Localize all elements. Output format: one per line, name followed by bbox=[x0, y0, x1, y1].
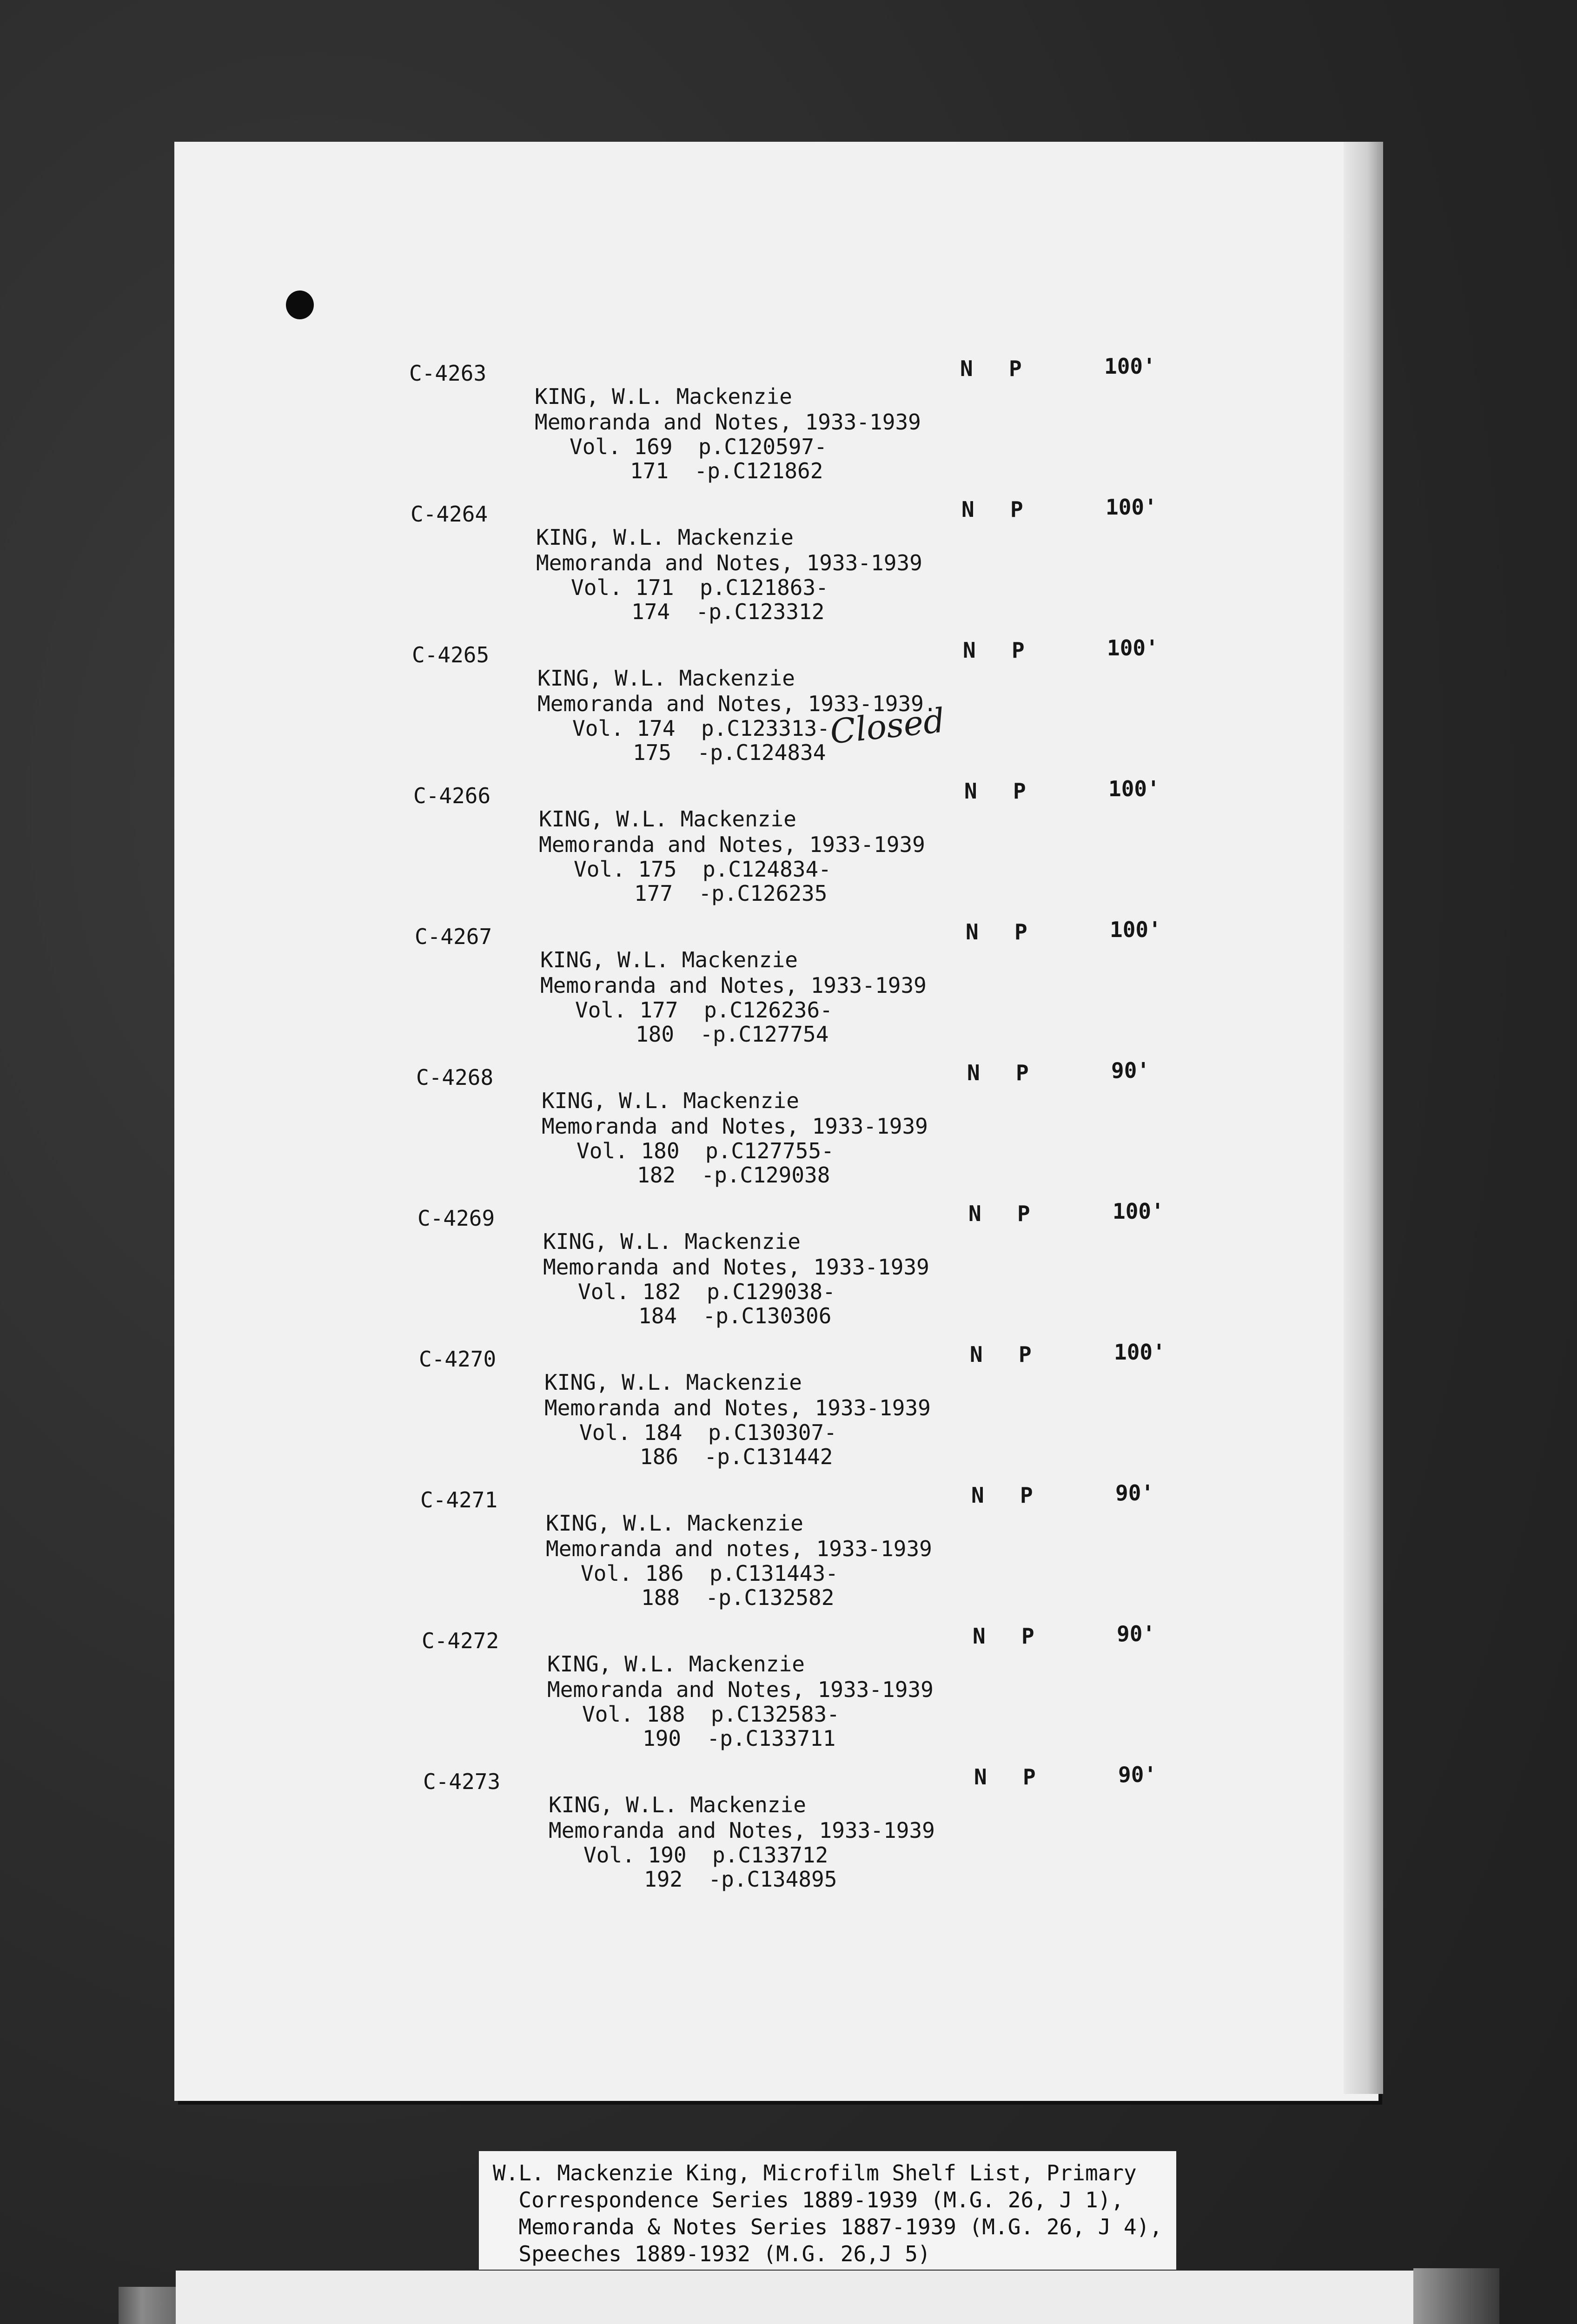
punch-hole bbox=[286, 290, 314, 319]
caption-line-2: Correspondence Series 1889-1939 (M.G. 26, J 1), bbox=[493, 2187, 1124, 2212]
handwritten-closed-note: Closed bbox=[828, 700, 947, 752]
reel-number: C-4268 bbox=[416, 1065, 494, 1090]
negative-flag: N bbox=[968, 1201, 981, 1226]
positive-flag: P bbox=[1020, 1483, 1033, 1508]
entry-series: Memoranda and Notes, 1933-1939 bbox=[539, 832, 925, 857]
negative-flag: N bbox=[961, 497, 974, 522]
entry-vol-end: 184 -p.C130306 bbox=[638, 1303, 832, 1328]
entry-vol-end: 180 -p.C127754 bbox=[636, 1022, 829, 1047]
negative-flag: N bbox=[960, 356, 973, 381]
negative-flag: N bbox=[967, 1060, 980, 1085]
entry-name: KING, W.L. Mackenzie bbox=[549, 1792, 806, 1817]
entry-vol-start: Vol. 182 p.C129038- bbox=[578, 1279, 835, 1304]
positive-flag: P bbox=[1013, 779, 1026, 804]
entry-vol-end: 192 -p.C134895 bbox=[644, 1867, 837, 1892]
entry-series: Memoranda and Notes, 1933-1939. bbox=[537, 691, 937, 716]
entry-series: Memoranda and notes, 1933-1939 bbox=[546, 1536, 932, 1561]
plate-right-strip bbox=[1413, 2268, 1499, 2324]
reel-number: C-4265 bbox=[412, 642, 490, 667]
shelf-list-caption-label bbox=[479, 2151, 1176, 2270]
caption-line-4: Speeches 1889-1932 (M.G. 26,J 5) bbox=[493, 2241, 931, 2266]
entry-vol-end: 174 -p.C123312 bbox=[631, 599, 825, 624]
reel-length: 100' bbox=[1108, 776, 1160, 801]
entry-vol-start: Vol. 184 p.C130307- bbox=[579, 1420, 837, 1445]
reel-length: 100' bbox=[1104, 354, 1156, 379]
reel-length: 90' bbox=[1111, 1058, 1150, 1083]
reel-length: 100' bbox=[1106, 495, 1157, 520]
negative-flag: N bbox=[964, 779, 977, 804]
entry-vol-start: Vol. 180 p.C127755- bbox=[576, 1138, 834, 1163]
entry-vol-start: Vol. 169 p.C120597- bbox=[570, 434, 827, 459]
reel-number: C-4266 bbox=[413, 783, 491, 808]
sheet-edge-shadow bbox=[1344, 142, 1383, 2094]
entry-series: Memoranda and Notes, 1933-1939 bbox=[536, 550, 922, 575]
reel-number: C-4270 bbox=[419, 1347, 497, 1372]
entry-series: Memoranda and Notes, 1933-1939 bbox=[543, 1254, 929, 1280]
entry-series: Memoranda and Notes, 1933-1939 bbox=[535, 409, 921, 435]
caption-line-1: W.L. Mackenzie King, Microfilm Shelf List, Primary bbox=[493, 2160, 1137, 2185]
reel-number: C-4267 bbox=[415, 924, 492, 949]
entry-name: KING, W.L. Mackenzie bbox=[546, 1511, 803, 1536]
entry-name: KING, W.L. Mackenzie bbox=[543, 1229, 801, 1254]
reel-length: 90' bbox=[1118, 1762, 1157, 1787]
entry-name: KING, W.L. Mackenzie bbox=[535, 384, 792, 409]
entry-vol-end: 175 -p.C124834 bbox=[633, 740, 826, 765]
archives-plate bbox=[176, 2271, 1431, 2324]
positive-flag: P bbox=[1021, 1624, 1034, 1649]
reel-number: C-4273 bbox=[423, 1769, 501, 1794]
negative-flag: N bbox=[963, 638, 976, 663]
reel-length: 90' bbox=[1117, 1621, 1156, 1646]
entry-series: Memoranda and Notes, 1933-1939 bbox=[547, 1677, 934, 1702]
reel-number: C-4272 bbox=[422, 1628, 499, 1653]
entry-vol-start: Vol. 171 p.C121863- bbox=[571, 575, 828, 600]
entry-vol-end: 188 -p.C132582 bbox=[641, 1585, 835, 1610]
entry-series: Memoranda and Notes, 1933-1939 bbox=[549, 1818, 935, 1843]
negative-flag: N bbox=[973, 1624, 986, 1649]
entry-name: KING, W.L. Mackenzie bbox=[547, 1651, 805, 1677]
reel-length: 100' bbox=[1107, 635, 1159, 660]
positive-flag: P bbox=[1023, 1764, 1036, 1789]
negative-flag: N bbox=[966, 919, 979, 944]
reel-number: C-4264 bbox=[411, 502, 488, 527]
entry-name: KING, W.L. Mackenzie bbox=[540, 947, 798, 972]
entry-vol-start: Vol. 186 p.C131443- bbox=[581, 1561, 838, 1586]
entry-vol-start: Vol. 190 p.C133712 bbox=[583, 1842, 828, 1868]
entry-series: Memoranda and Notes, 1933-1939 bbox=[544, 1395, 931, 1420]
reel-length: 100' bbox=[1113, 1199, 1164, 1224]
reel-number: C-4269 bbox=[417, 1206, 495, 1231]
positive-flag: P bbox=[1010, 497, 1023, 522]
entry-vol-start: Vol. 177 p.C126236- bbox=[575, 997, 833, 1023]
reel-length: 100' bbox=[1114, 1340, 1166, 1365]
positive-flag: P bbox=[1019, 1342, 1032, 1367]
entry-vol-end: 171 -p.C121862 bbox=[630, 458, 823, 483]
reel-number: C-4271 bbox=[420, 1487, 498, 1512]
entry-vol-start: Vol. 175 p.C124834- bbox=[574, 857, 831, 882]
negative-flag: N bbox=[971, 1483, 984, 1508]
entry-series: Memoranda and Notes, 1933-1939 bbox=[542, 1114, 928, 1139]
positive-flag: P bbox=[1014, 919, 1027, 944]
reel-length: 100' bbox=[1110, 917, 1161, 942]
entry-name: KING, W.L. Mackenzie bbox=[544, 1370, 802, 1395]
entry-vol-end: 177 -p.C126235 bbox=[634, 881, 828, 906]
entry-vol-start: Vol. 188 p.C132583- bbox=[582, 1702, 840, 1727]
entry-name: KING, W.L. Mackenzie bbox=[539, 806, 796, 832]
plate-left-strip bbox=[119, 2287, 177, 2324]
negative-flag: N bbox=[974, 1764, 987, 1789]
reel-number: C-4263 bbox=[409, 361, 487, 386]
positive-flag: P bbox=[1017, 1201, 1030, 1226]
entry-vol-end: 186 -p.C131442 bbox=[640, 1444, 833, 1469]
entry-vol-start: Vol. 174 p.C123313- bbox=[572, 716, 830, 741]
entry-name: KING, W.L. Mackenzie bbox=[542, 1088, 799, 1113]
positive-flag: P bbox=[1012, 638, 1025, 663]
entry-series: Memoranda and Notes, 1933-1939 bbox=[540, 973, 927, 998]
negative-flag: N bbox=[970, 1342, 983, 1367]
caption-line-3: Memoranda & Notes Series 1887-1939 (M.G. 26, J 4), bbox=[493, 2214, 1163, 2239]
entry-vol-end: 182 -p.C129038 bbox=[637, 1162, 830, 1188]
positive-flag: P bbox=[1009, 356, 1022, 381]
entry-vol-end: 190 -p.C133711 bbox=[643, 1726, 836, 1751]
reel-length: 90' bbox=[1115, 1480, 1154, 1505]
entry-name: KING, W.L. Mackenzie bbox=[537, 666, 795, 691]
entry-name: KING, W.L. Mackenzie bbox=[536, 525, 794, 550]
positive-flag: P bbox=[1016, 1060, 1029, 1085]
